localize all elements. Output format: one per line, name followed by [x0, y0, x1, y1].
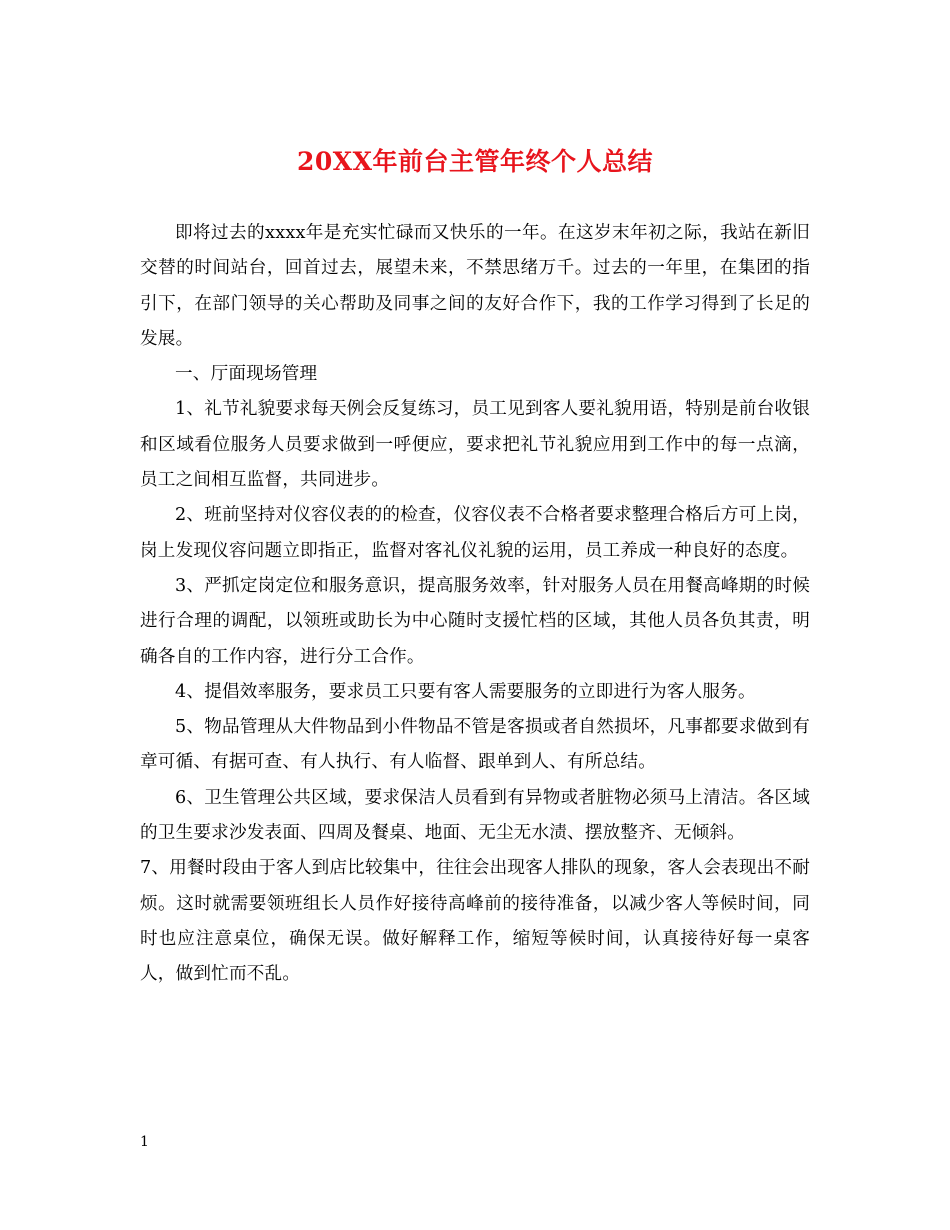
item-paragraph-1: 1、礼节礼貌要求每天例会反复练习，员工见到客人要礼貌用语，特别是前台收银和区域看位服务人员要求做到一呼便应，要求把礼节礼貌应用到工作中的每一点滴，员工之间相互监督，共同进步。	[140, 399, 810, 491]
page-number: 1	[140, 1134, 149, 1150]
item-paragraph-5: 5、物品管理从大件物品到小件物品不管是客损或者自然损坏，凡事都要求做到有章可循、有据可查、有人执行、有人临督、跟单到人、有所总结。	[140, 717, 810, 773]
item-paragraph-2: 2、班前坚持对仪容仪表的的检查，仪容仪表不合格者要求整理合格后方可上岗，岗上发现仪容问题立即指正，监督对客礼仪礼貌的运用，员工养成一种良好的态度。	[140, 505, 810, 561]
document-title: 20XX年前台主管年终个人总结	[296, 147, 654, 176]
item-paragraph-4: 4、提倡效率服务，要求员工只要有客人需要服务的立即进行为客人服务。	[175, 681, 756, 702]
item-paragraph-7: 7、用餐时段由于客人到店比较集中，往往会出现客人排队的现象，客人会表现出不耐烦。这时就需要领班组长人员作好接待高峰前的接待准备，以减少客人等候时间，同时也应注意桌位，确保无误。做好解释工作，缩短等候时间，认真接待好每一桌客人，做到忙而不乱。	[140, 858, 810, 985]
section-heading: 一、厅面现场管理	[175, 364, 318, 385]
item-paragraph-6: 6、卫生管理公共区域，要求保洁人员看到有异物或者脏物必须马上清洁。各区域的卫生要求沙发表面、四周及餐桌、地面、无尘无水渍、摆放整齐、无倾斜。	[140, 787, 810, 844]
document-body	[140, 216, 810, 993]
intro-paragraph: 即将过去的xxxx年是充实忙碌而又快乐的一年。在这岁末年初之际，我站在新旧交替的时间站台，回首过去，展望未来，不禁思绪万千。过去的一年里，在集团的指引下，在部门领导的关心帮助及同事之间的友好合作下，我的工作学习得到了长足的发展。	[140, 223, 810, 349]
item-paragraph-3: 3、严抓定岗定位和服务意识，提高服务效率，针对服务人员在用餐高峰期的时候进行合理的调配，以领班或助长为中心随时支援忙档的区域，其他人员各负其责，明确各自的工作内容，进行分工合作。	[140, 575, 810, 667]
